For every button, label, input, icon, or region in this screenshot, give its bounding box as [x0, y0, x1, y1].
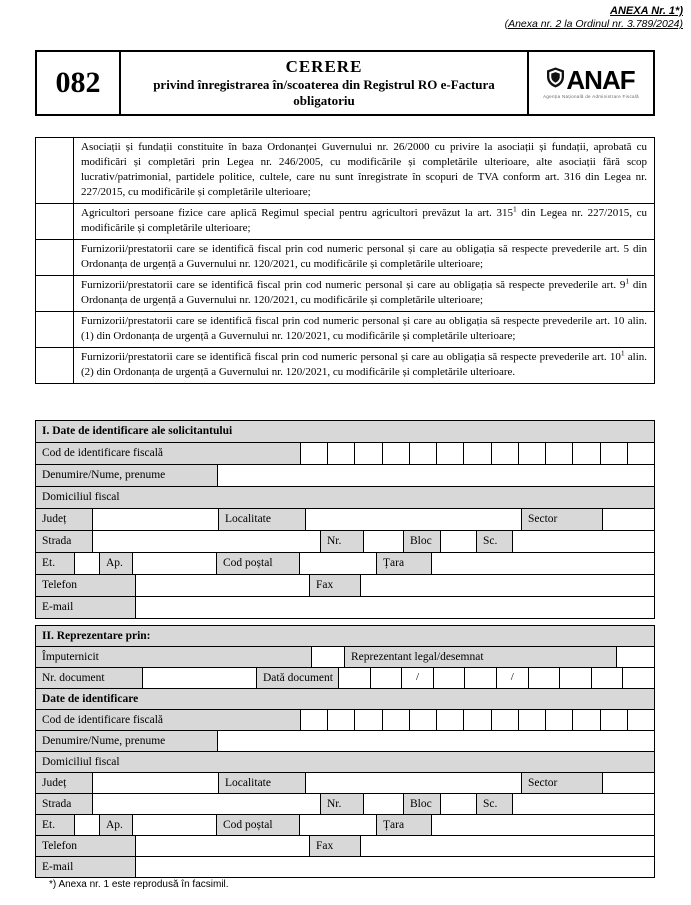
- cif-digit-box[interactable]: [463, 443, 490, 464]
- tara-input[interactable]: [432, 815, 654, 835]
- cif-digit-box[interactable]: [491, 710, 518, 730]
- denumire-input[interactable]: [218, 465, 654, 486]
- categories-table: [35, 137, 655, 384]
- category-checkbox[interactable]: [36, 204, 74, 239]
- ap-input[interactable]: [133, 815, 217, 835]
- cif-digit-box[interactable]: [572, 443, 599, 464]
- email-input[interactable]: [136, 857, 654, 877]
- bloc-label: Bloc: [404, 531, 441, 552]
- cif-digit-box[interactable]: [518, 443, 545, 464]
- domiciliu-label: Domiciliul fiscal: [36, 487, 654, 508]
- telefon-input[interactable]: [136, 575, 310, 596]
- section1-table: [35, 420, 655, 619]
- cod-postal-input[interactable]: [300, 553, 377, 574]
- date-digit-box[interactable]: [339, 668, 370, 688]
- fax-label: Fax: [310, 575, 361, 596]
- localitate-input[interactable]: [306, 773, 522, 793]
- anaf-logo: [527, 52, 653, 114]
- imputernicit-checkbox[interactable]: [312, 647, 345, 667]
- nr-input[interactable]: [364, 794, 404, 814]
- category-text: Furnizorii/prestatorii care se identifică fiscal prin cod numeric personal și care au obligația să respecte prevederile art. 5 din Ordonanța de urgență a Guvernului nr. 120/2021, cu modificările și completările ulterioare;: [81, 243, 647, 270]
- nr-input[interactable]: [364, 531, 404, 552]
- cif-digit-box[interactable]: [436, 443, 463, 464]
- anaf-logo-subtitle: Agenția Națională de Administrare Fiscală: [543, 94, 639, 99]
- cif-digit-box[interactable]: [463, 710, 490, 730]
- data-document-label: Dată document: [257, 668, 339, 688]
- cif-label: Cod de identificare fiscală: [36, 710, 301, 730]
- cif-digit-box[interactable]: [627, 710, 654, 730]
- form-title: CERERE: [285, 56, 363, 76]
- cif-digit-box[interactable]: [409, 443, 436, 464]
- date-separator-cell: /: [496, 668, 528, 688]
- category-text: Agricultori persoane fizice care aplică Regimul special pentru agricultori prevăzut la art. $315^1$ din Legea nr. 227/2015, cu modificările și completările ulterioare;: [81, 204, 647, 234]
- reprezentant-checkbox[interactable]: [617, 647, 654, 667]
- category-checkbox[interactable]: [36, 138, 74, 203]
- date-digit-box[interactable]: [559, 668, 591, 688]
- denumire-label: Denumire/Nume, prenume: [36, 731, 218, 751]
- et-label: Et.: [36, 553, 75, 574]
- category-text: Furnizorii/prestatorii care se identifică fiscal prin cod numeric personal și care au obligația să respecte prevederile art. $9^1$ din Ordonanța de urgență a Guvernului nr. 120/2021, cu modificările și completările ulterioare;: [81, 276, 647, 306]
- email-label: E-mail: [36, 857, 136, 877]
- form-title-block: [121, 52, 527, 114]
- telefon-label: Telefon: [36, 836, 136, 856]
- category-row: [36, 203, 654, 239]
- judet-label: Județ: [36, 509, 93, 530]
- section2-subheader: Date de identificare: [36, 689, 654, 709]
- category-row: [36, 311, 654, 347]
- cif-digit-box[interactable]: [572, 710, 599, 730]
- annex-line2: (Anexa nr. 2 la Ordinul nr. 3.789/2024): [504, 18, 683, 30]
- bloc-input[interactable]: [441, 531, 477, 552]
- annex-note: [505, 5, 683, 31]
- tara-label: Țara: [377, 815, 432, 835]
- tara-label: Țara: [377, 553, 432, 574]
- cod-postal-label: Cod poștal: [217, 553, 300, 574]
- cif-digit-box[interactable]: [354, 443, 381, 464]
- et-input[interactable]: [75, 553, 100, 574]
- strada-label: Strada: [36, 531, 93, 552]
- cod-postal-label: Cod poștal: [217, 815, 300, 835]
- category-row: [36, 239, 654, 275]
- cif-digit-box[interactable]: [382, 710, 409, 730]
- judet-input[interactable]: [93, 773, 219, 793]
- cif-digit-box[interactable]: [600, 443, 627, 464]
- tara-input[interactable]: [432, 553, 654, 574]
- strada-input[interactable]: [93, 531, 321, 552]
- cif-digit-box[interactable]: [600, 710, 627, 730]
- date-digit-box[interactable]: [528, 668, 560, 688]
- date-digit-box[interactable]: [464, 668, 496, 688]
- nr-document-input[interactable]: [143, 668, 257, 688]
- category-checkbox[interactable]: [36, 240, 74, 275]
- denumire-label: Denumire/Nume, prenume: [36, 465, 218, 486]
- category-row: [36, 138, 654, 203]
- form-number: 082: [37, 52, 121, 114]
- category-text: Asociații și fundații constituite în baza Ordonanței Guvernului nr. 26/2000 cu privire la asociații și fundații, aprobată cu modificări și completări prin Legea nr. 246/2005, cu modificările și completările ulterioare, alte asociații fără scop lucrativ/patrimonial, partidele politice, cultele, care nu sunt înregistrate în scopuri de TVA conform art. 316 din Legea nr. 227/2015, cu modificările și completările ulterioare;: [81, 141, 647, 198]
- cif-digit-box[interactable]: [627, 443, 654, 464]
- cif-digit-box[interactable]: [354, 710, 381, 730]
- et-label: Et.: [36, 815, 75, 835]
- category-text: Furnizorii/prestatorii care se identifică fiscal prin cod numeric personal și care au obligația să respecte prevederile art. $10^1$ alin. (2) din Ordonanța de urgență a Guvernului nr. 120/2021, cu modificările și completările ulterioare.: [81, 348, 647, 378]
- reprezentant-label: Reprezentant legal/desemnat: [345, 647, 617, 667]
- anaf-shield-icon: [547, 67, 564, 93]
- category-checkbox[interactable]: [36, 348, 74, 383]
- category-checkbox[interactable]: [36, 276, 74, 311]
- email-input[interactable]: [136, 597, 654, 618]
- sector-input[interactable]: [603, 509, 654, 530]
- form-header: [35, 50, 655, 116]
- cif-digit-box[interactable]: [436, 710, 463, 730]
- judet-input[interactable]: [93, 509, 219, 530]
- annex-line1: ANEXA Nr. 1*): [610, 5, 683, 17]
- date-digit-box[interactable]: [622, 668, 654, 688]
- telefon-input[interactable]: [136, 836, 310, 856]
- fax-label: Fax: [310, 836, 361, 856]
- cif-digit-box[interactable]: [518, 710, 545, 730]
- localitate-label: Localitate: [219, 509, 306, 530]
- judet-label: Județ: [36, 773, 93, 793]
- date-digit-box[interactable]: [591, 668, 623, 688]
- email-label: E-mail: [36, 597, 136, 618]
- nr-document-label: Nr. document: [36, 668, 143, 688]
- section1-title: I. Date de identificare ale solicitantului: [36, 421, 654, 442]
- cif-digit-box[interactable]: [327, 710, 354, 730]
- cif-digit-box[interactable]: [491, 443, 518, 464]
- ap-input[interactable]: [133, 553, 217, 574]
- bloc-label: Bloc: [404, 794, 441, 814]
- cif-digit-box[interactable]: [301, 443, 327, 464]
- cif-boxes: [301, 443, 654, 464]
- sector-label: Sector: [522, 773, 603, 793]
- cif-boxes: [301, 710, 654, 730]
- nr-label: Nr.: [321, 794, 364, 814]
- telefon-label: Telefon: [36, 575, 136, 596]
- localitate-input[interactable]: [306, 509, 522, 530]
- date-boxes: [339, 668, 654, 688]
- category-text: Furnizorii/prestatorii care se identifică fiscal prin cod numeric personal și care au obligația să respecte prevederile art. 10 alin. (1) din Ordonanța de urgență a Guvernului nr. 120/2021, cu modificările și completările ulterioare;: [81, 315, 647, 342]
- sc-input[interactable]: [513, 531, 654, 552]
- footnote: *) Anexa nr. 1 este reprodusă în facsimil.: [49, 879, 229, 890]
- sc-label: Sc.: [477, 794, 513, 814]
- sector-label: Sector: [522, 509, 603, 530]
- strada-label: Strada: [36, 794, 93, 814]
- cod-postal-input[interactable]: [300, 815, 377, 835]
- cif-digit-box[interactable]: [301, 710, 327, 730]
- section2-table: [35, 625, 655, 878]
- cif-digit-box[interactable]: [409, 710, 436, 730]
- localitate-label: Localitate: [219, 773, 306, 793]
- fax-input[interactable]: [361, 575, 654, 596]
- ap-label: Ap.: [100, 815, 133, 835]
- anaf-logo-text: ANAF: [566, 65, 635, 95]
- et-input[interactable]: [75, 815, 100, 835]
- category-checkbox[interactable]: [36, 312, 74, 347]
- section2-title: II. Reprezentare prin:: [36, 626, 654, 646]
- cif-label: Cod de identificare fiscală: [36, 443, 301, 464]
- date-separator-cell: /: [401, 668, 433, 688]
- sc-input[interactable]: [513, 794, 654, 814]
- nr-label: Nr.: [321, 531, 364, 552]
- domiciliu-label: Domiciliul fiscal: [36, 752, 654, 772]
- sector-input[interactable]: [603, 773, 654, 793]
- category-row: [36, 275, 654, 311]
- date-digit-box[interactable]: [370, 668, 402, 688]
- cif-digit-box[interactable]: [545, 710, 572, 730]
- cif-digit-box[interactable]: [545, 443, 572, 464]
- strada-input[interactable]: [93, 794, 321, 814]
- form-subtitle: privind înregistrarea în/scoaterea din Registrul RO e-Factura obligatoriu: [153, 76, 495, 108]
- fax-input[interactable]: [361, 836, 654, 856]
- bloc-input[interactable]: [441, 794, 477, 814]
- cif-digit-box[interactable]: [382, 443, 409, 464]
- sc-label: Sc.: [477, 531, 513, 552]
- cif-digit-box[interactable]: [327, 443, 354, 464]
- ap-label: Ap.: [100, 553, 133, 574]
- imputernicit-label: Împuternicit: [36, 647, 312, 667]
- category-row: [36, 347, 654, 383]
- date-digit-box[interactable]: [433, 668, 465, 688]
- denumire-input[interactable]: [218, 731, 654, 751]
